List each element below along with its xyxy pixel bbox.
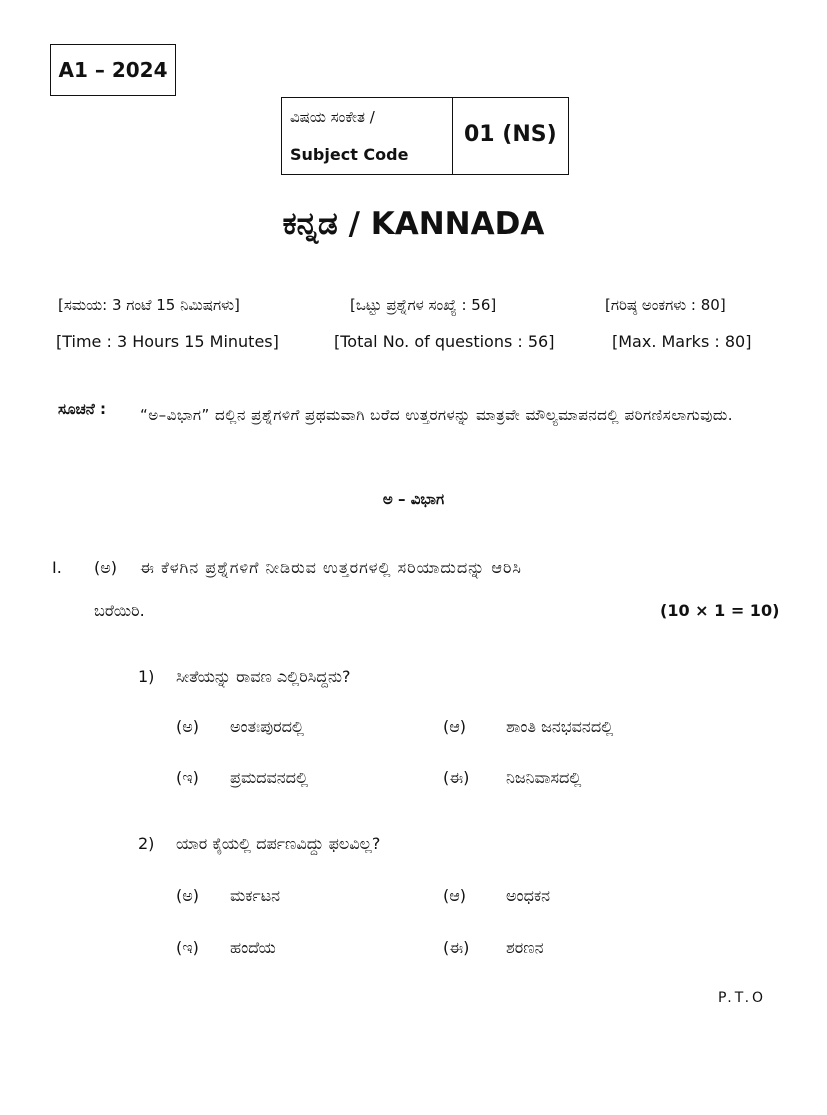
q2-option-d-text: ಶರಣನ <box>506 938 544 957</box>
q1-option-c-label: (ಇ) <box>176 768 199 787</box>
meta-marks-en: [Max. Marks : 80] <box>612 332 752 351</box>
question-2-text: ಯಾರ ಕೈಯಲ್ಲಿ ದರ್ಪಣವಿದ್ದು ಫಲವಿಲ್ಲ? <box>176 834 381 853</box>
pto-label: P.T.O <box>718 990 767 1006</box>
question-roman-number: I. <box>52 558 62 577</box>
q2-option-b-text: ಅಂಧಕನ <box>506 886 551 905</box>
q2-option-c-label: (ಇ) <box>176 938 199 957</box>
q1-option-a-text: ಅಂತಃಪುರದಲ್ಲಿ <box>230 717 305 736</box>
q2-option-b-label: (ಆ) <box>443 886 467 905</box>
q1-option-d-label: (ಈ) <box>443 768 470 787</box>
question-part-label: (ಅ) <box>94 558 118 577</box>
meta-questions-en: [Total No. of questions : 56] <box>334 332 555 351</box>
section-title: ಅ – ವಿಭಾಗ <box>382 490 445 508</box>
subject-code-value: 01 (NS) <box>464 122 557 147</box>
q1-option-b-label: (ಆ) <box>443 717 467 736</box>
question-1-text: ಸೀತೆಯನ್ನು ರಾವಣ ಎಲ್ಲಿರಿಸಿದ್ದನು? <box>176 667 351 686</box>
meta-questions-kn: [ಒಟ್ಟು ಪ್ರಶ್ನೆಗಳ ಸಂಖ್ಯೆ : 56] <box>350 296 497 314</box>
paper-code: A1 – 2024 <box>58 58 168 82</box>
meta-time-en: [Time : 3 Hours 15 Minutes] <box>56 332 279 351</box>
paper-code-box <box>50 44 176 96</box>
q2-option-d-label: (ಈ) <box>443 938 470 957</box>
page-title: ಕನ್ನಡ / KANNADA <box>282 206 545 242</box>
subject-code-label-kn: ವಿಷಯ ಸಂಕೇತ / <box>290 108 375 126</box>
q2-option-c-text: ಹಂದೆಯ <box>230 938 276 957</box>
meta-time-kn: [ಸಮಯ: 3 ಗಂಟೆ 15 ನಿಮಿಷಗಳು] <box>58 296 240 314</box>
q1-option-d-text: ನಿಜನಿವಾಸದಲ್ಲಿ <box>506 768 582 787</box>
question-marks: (10 × 1 = 10) <box>660 601 780 620</box>
question-2-number: 2) <box>138 834 155 853</box>
q1-option-b-text: ಶಾಂತಿ ಜನಭವನದಲ್ಲಿ <box>506 717 614 736</box>
q2-option-a-label: (ಅ) <box>176 886 200 905</box>
subject-code-box <box>281 97 569 175</box>
q2-option-a-text: ಮರ್ಕಟನ <box>230 886 281 905</box>
q1-option-a-label: (ಅ) <box>176 717 200 736</box>
question-instruction-line2: ಬರೆಯಿರಿ. <box>94 601 145 620</box>
note-text: “ಅ–ವಿಭಾಗ” ದಲ್ಲಿನ ಪ್ರಶ್ನೆಗಳಿಗೆ ಪ್ರಥಮವಾಗಿ ಬರೆದ ಉತ್ತರಗಳನ್ನು ಮಾತ್ರವೇ ಮೌಲ್ಯಮಾಪನದಲ್ಲಿ ಪರಿಗಣಿಸಲಾಗುವುದು. <box>140 406 734 424</box>
question-instruction-line1: ಈ ಕೆಳಗಿನ ಪ್ರಶ್ನೆಗಳಿಗೆ ನೀಡಿರುವ ಉತ್ತರಗಳಲ್ಲಿ ಸರಿಯಾದುದನ್ನು ಆರಿಸಿ <box>140 558 522 577</box>
meta-marks-kn: [ಗರಿಷ್ಠ ಅಂಕಗಳು : 80] <box>605 296 726 314</box>
q1-option-c-text: ಪ್ರಮದವನದಲ್ಲಿ <box>230 768 309 787</box>
question-1-number: 1) <box>138 667 155 686</box>
subject-code-divider <box>452 98 453 174</box>
subject-code-label-en: Subject Code <box>290 145 409 164</box>
note-label: ಸೂಚನೆ : <box>58 400 106 418</box>
